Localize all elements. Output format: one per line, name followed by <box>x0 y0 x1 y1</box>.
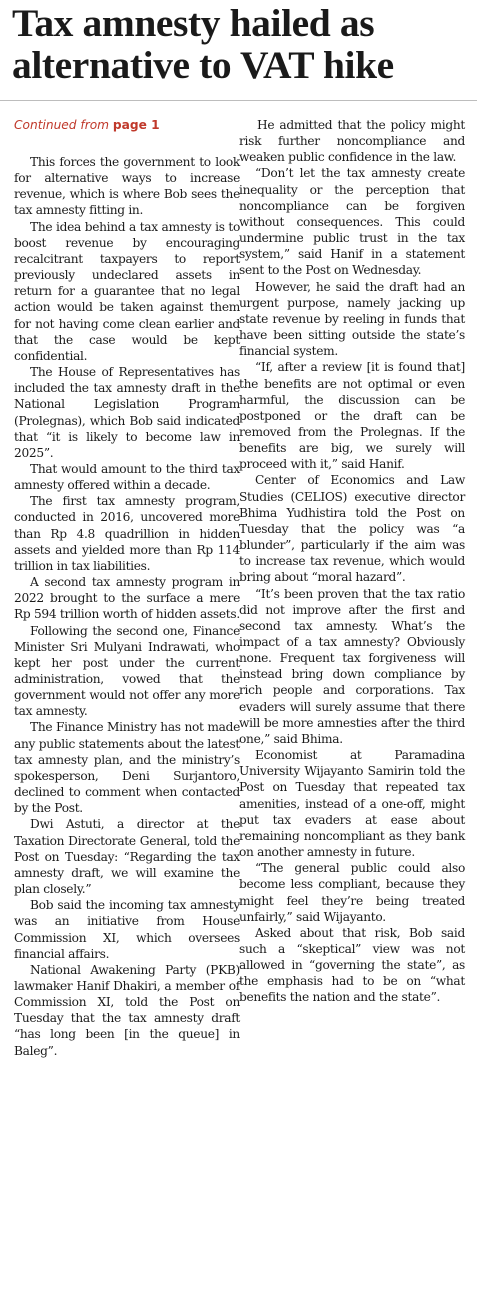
right-paragraph: “If, after a review [it is found that] the benefits are not optimal or even harmful, the discussion can be postponed or the draft can be removed from the Prolegnas. If the benefits are big, we surely will proceed with it,” said Hanif. <box>239 360 465 472</box>
headline-divider <box>0 100 477 101</box>
left-paragraph: National Awakening Party (PKB) lawmaker Hanif Dhakiri, a member of Commission XI, told the Post on Tuesday that the tax amnesty draft “has long been [in the queue] in Baleg”. <box>14 962 240 1058</box>
right-paragraph: Center of Economics and Law Studies (CELIOS) executive director Bhima Yudhistira told the Post on Tuesday that the policy was “a blunder”, particularly if the aim was to increase tax revenue, which would bring about “moral hazard”. <box>239 473 465 585</box>
left-paragraph: That would amount to the third tax amnesty offered within a decade. <box>14 461 240 493</box>
left-paragraph: Bob said the incoming tax amnesty was an initiative from House Commission XI, which oversees financial affairs. <box>14 898 240 961</box>
left-paragraph: The House of Representatives has included the tax amnesty draft in the National Legislation Program (Prolegnas), which Bob said indicated that “it is likely to become law in 2025”. <box>14 365 240 460</box>
left-paragraph: Dwi Astuti, a director at the Taxation Directorate General, told the Post on Tuesday: “Regarding the tax amnesty draft, we will examine the plan closely.” <box>14 817 240 897</box>
left-paragraph: The idea behind a tax amnesty is to boost revenue by encouraging recalcitrant taxpayers to report previously undeclared assets in return for a guarantee that no legal action would be taken against them for not having come clean earlier and that the case would be kept confidential. <box>14 219 240 363</box>
right-paragraph: “It’s been proven that the tax ratio did not improve after the first and second tax amnesty. What’s the impact of a tax amnesty? Obviously none. Frequent tax forgiveness will instead bring down compliance by rich people and corporations. Tax evaders will surely assume that there will be more amnesties after the third one,” said Bhima. <box>239 586 465 746</box>
left-paragraph: The first tax amnesty program, conducted in 2016, uncovered more than Rp 4.8 quadrillion in hidden assets and yielded more than Rp 114 trillion in tax liabilities. <box>14 494 240 573</box>
right-paragraph: However, he said the draft had an urgent purpose, namely jacking up state revenue by reeling in funds that have been sitting outside the state’s financial system. <box>239 279 465 359</box>
right-paragraph: He admitted that the policy might risk further noncompliance and weaken public confidence in the law. <box>239 118 465 165</box>
headline: Tax amnesty hailed as alternative to VAT hike <box>12 1 394 87</box>
left-paragraph: This forces the government to look for alternative ways to increase revenue, which is where Bob sees the tax amnesty fitting in. <box>14 155 240 218</box>
left-paragraph: Following the second one, Finance Minister Sri Mulyani Indrawati, who kept her post under the current administration, vowed that the government would not offer any more tax amnesty. <box>14 623 240 719</box>
right-paragraph: Economist at Paramadina University Wijayanto Samirin told the Post on Tuesday that repeated tax amenities, instead of a one-off, might put tax evaders at ease about remaining noncompliant as they bank on another amnesty in future. <box>239 748 465 860</box>
left-paragraph: A second tax amnesty program in 2022 brought to the surface a mere Rp 594 trillion worth of hidden assets. <box>14 575 240 622</box>
left-column <box>14 117 240 1059</box>
continued-from-label <box>14 117 240 133</box>
right-column <box>239 117 465 1006</box>
continued-page-link[interactable]: page 1 <box>112 118 160 132</box>
right-paragraph: “The general public could also become less compliant, because they might feel they’re being treated unfairly,” said Wijayanto. <box>239 861 465 924</box>
left-paragraph: The Finance Ministry has not made any public statements about the latest tax amnesty plan, and the ministry’s spokesperson, Deni Surjantoro, declined to comment when contacted by the Post. <box>14 720 240 816</box>
continued-text: Continued from <box>14 118 110 132</box>
right-paragraph: “Don’t let the tax amnesty create inequality or the perception that noncompliance can be forgiven without consequences. This could undermine public trust in the tax system,” said Hanif in a statement sent to the Post on Wednesday. <box>239 166 465 278</box>
right-paragraph: Asked about that risk, Bob said such a “skeptical” view was not allowed in “governing the state”, as the emphasis had to be on “what benefits the nation and the state”. <box>239 925 465 1005</box>
